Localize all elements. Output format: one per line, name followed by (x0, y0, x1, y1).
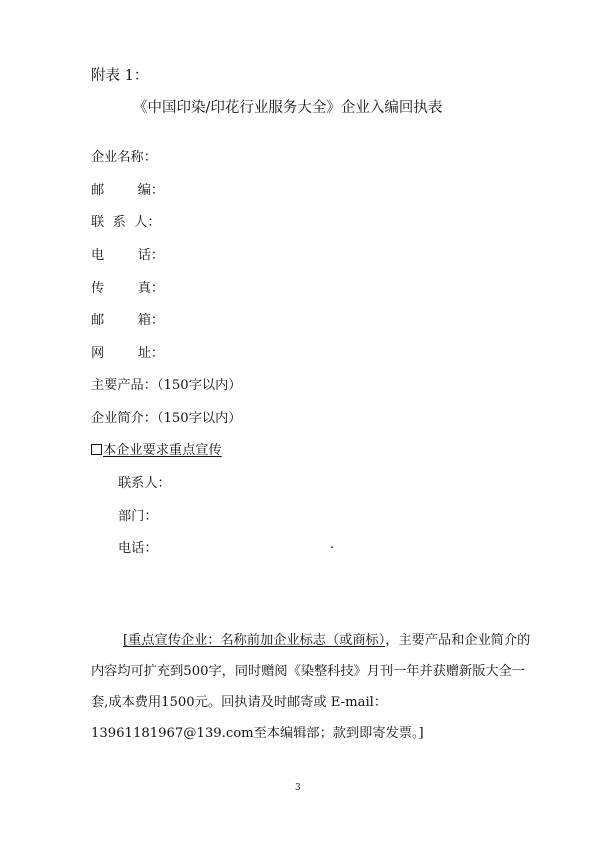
page-number: 3 (295, 783, 301, 793)
form-title: 《中国印染/印花行业服务大全》企业入编回执表 (133, 100, 443, 116)
checkbox[interactable] (91, 444, 102, 455)
promo-contact: 联系人： (118, 476, 171, 491)
promo-phone: 电话： (118, 541, 158, 556)
note-underlined: [重点宣传企业：名称前加企业标志（或商标） (123, 633, 386, 648)
field-website: 网 址： (91, 346, 165, 361)
field-fax: 传 真： (91, 281, 165, 296)
field-company-name: 企业名称： (91, 150, 157, 165)
promotion-note (91, 625, 531, 749)
field-contact: 联 系 人： (91, 215, 161, 230)
promo-department: 部门： (118, 509, 158, 524)
field-postcode: 邮 编： (91, 183, 165, 198)
field-phone: 电 话： (91, 248, 165, 263)
field-company-intro: 企业简介：（150字以内） (91, 411, 242, 426)
field-main-products: 主要产品：（150字以内） (91, 378, 242, 393)
note-rest: ，主要产品和企业简介的内容均可扩充到500字，同时赠阅《染整科技》月刊一年并获赠新版大全一套,成本费用1500元。回执请及时邮寄或 E-mail：13961181967@139.com至本编辑部；款到即寄发票。] (91, 633, 531, 741)
promo-phone-dot: . (330, 537, 335, 552)
promo-checkbox-row[interactable] (91, 439, 222, 458)
field-email: 邮 箱： (91, 313, 165, 328)
promo-checkbox-label: 本企业要求重点宣传 (103, 443, 222, 458)
appendix-label: 附表 1： (91, 68, 149, 84)
